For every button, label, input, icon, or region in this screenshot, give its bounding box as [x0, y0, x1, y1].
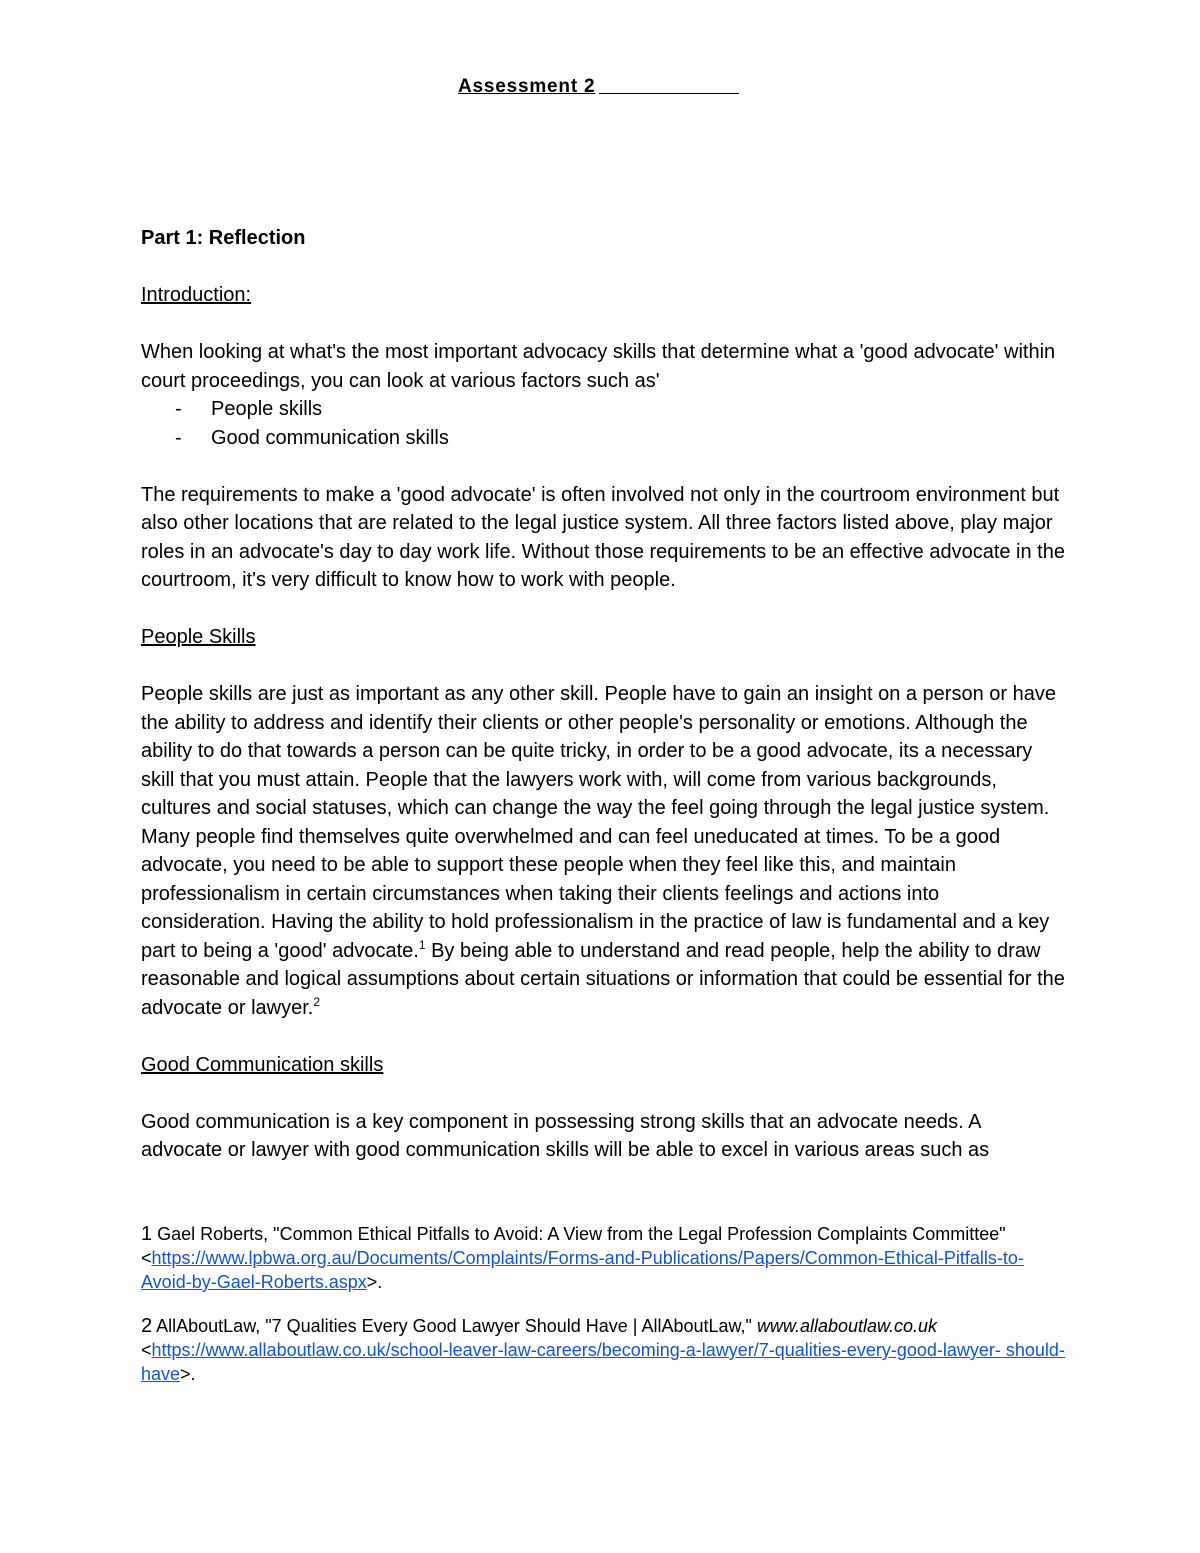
requirements-paragraph: The requirements to make a 'good advocate' is often involved not only in the courtroom environment but also other locations that are related to the legal justice system. All three factors listed above, play major roles in an advocate's day to day work life. Without those requirements to be an effective advocate in the courtroom, it's very difficult to know how to work with people.	[141, 483, 1065, 591]
factors-list	[141, 395, 1066, 452]
people-skills-heading: People Skills	[141, 626, 256, 648]
footnote-link[interactable]: https://www.lpbwa.org.au/Documents/Complaints/Forms-and-Publications/Papers/Common-Ethical-Pitfalls-to- Avoid-by-Gael-Roberts.aspx	[141, 1248, 1024, 1292]
footnote-site: www.allaboutlaw.co.uk	[756, 1316, 938, 1336]
footnote-after: >.	[366, 1272, 383, 1292]
people-skills-text-a: People skills are just as important as any other skill. People have to gain an insight on a person or have the ability to address and identify their clients or other people's personality or emotions. Although the ability to do that towards a person can be quite tricky, in order to be a good advocate, its a necessary skill that you must attain. People that the lawyers work with, will come from various backgrounds, cultures and social statuses, which can change the way the feel going through the legal justice system. Many people find themselves quite overwhelmed and can feel uneducated at times. To be a good advocate, you need to be able to support these people when they feel like this, and maintain professionalism in certain circumstances when taking their clients feelings and actions into consideration. Having the ability to hold professionalism in the practice of law is fundamental and a key part to being a 'good' advocate.	[141, 683, 1056, 962]
introduction-heading: Introduction:	[141, 284, 252, 306]
communication-heading: Good Communication skills	[141, 1053, 384, 1076]
footnote-text: Gael Roberts, "Common Ethical Pitfalls to Avoid: A View from the Legal Profession Complaints Committee" <	[141, 1224, 1006, 1268]
list-item: - Good communication skills	[141, 424, 1066, 453]
communication-paragraph: Good communication is a key component in possessing strong skills that an advocate needs. A advocate or lawyer with good communication skills will be able to excel in various areas such as	[141, 1110, 990, 1161]
footnotes	[141, 1222, 1071, 1406]
footnote-ref-2[interactable]: 2	[313, 994, 321, 1009]
footnote-ref-1[interactable]: 1	[418, 937, 426, 952]
footnote-2	[141, 1314, 1071, 1386]
footnote-number: 2	[141, 1315, 153, 1337]
people-skills-paragraph	[141, 680, 1066, 1022]
footnote-after: >.	[180, 1364, 196, 1384]
part-heading: Part 1: Reflection	[141, 227, 306, 249]
footnote-text-2: <	[141, 1340, 152, 1360]
footnote-number: 1	[141, 1223, 153, 1245]
introduction-paragraph: When looking at what's the most important advocacy skills that determine what a 'good advocate' within court proceedings, you can look at various factors such as'	[141, 341, 1056, 392]
document-body	[141, 224, 1066, 1193]
document-title	[458, 72, 739, 98]
footnote-1	[141, 1222, 1071, 1294]
people-skills-text-b: By being able to understand and read people, help the ability to draw reasonable and logical assumptions about certain situations or information that could be essential for the advocate or lawyer.	[141, 939, 1065, 1019]
footnote-text: AllAboutLaw, "7 Qualities Every Good Lawyer Should Have | AllAboutLaw,"	[152, 1316, 757, 1336]
list-item: - People skills	[141, 395, 1066, 424]
title-text: Assessment 2	[458, 76, 596, 97]
footnote-link[interactable]: https://www.allaboutlaw.co.uk/school-leaver-law-careers/becoming-a-lawyer/7-qualities-every-good-lawyer- should-have	[141, 1340, 1065, 1384]
title-underline	[599, 74, 739, 94]
